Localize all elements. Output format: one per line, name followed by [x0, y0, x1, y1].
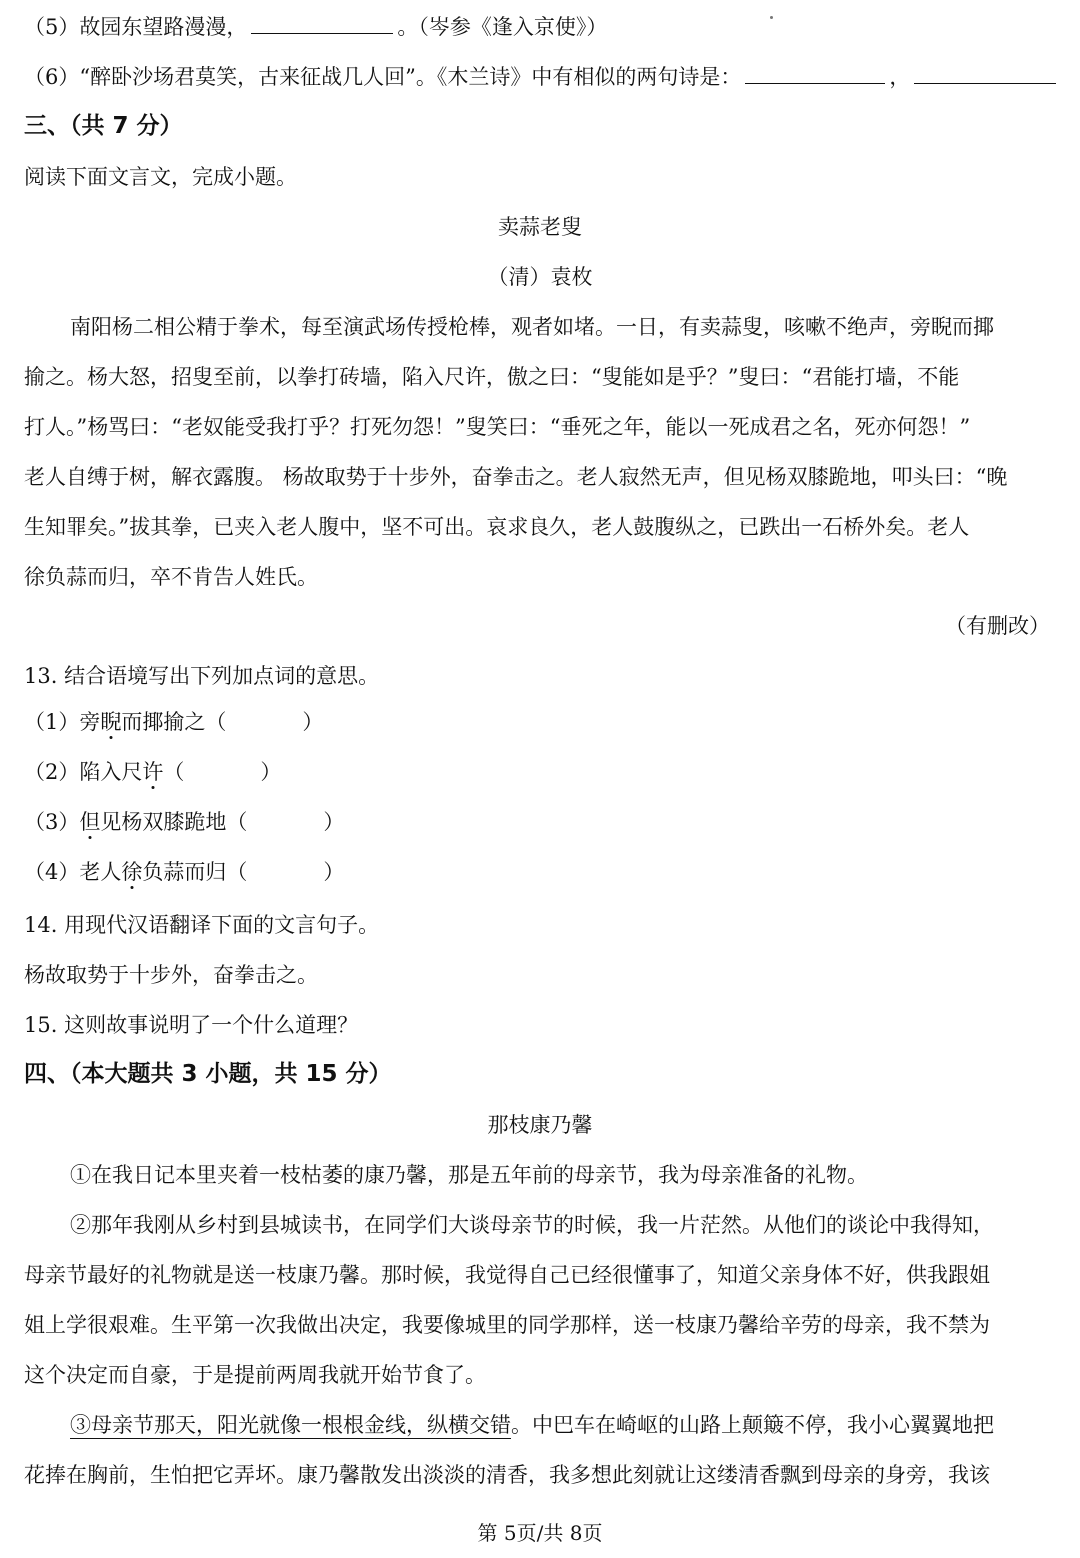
- paragraph-1: ①在我日记本里夹着一枝枯萎的康乃馨，那是五年前的母亲节，我为母亲准备的礼物。: [70, 1163, 868, 1187]
- paragraph-3-line: ③母亲节那天，阳光就像一根根金线，纵横交错。中巴车在崎岖的山路上颠簸不停，我小心翼翼地把: [70, 1413, 994, 1437]
- paragraph-2-line: 这个决定而自豪，于是提前两周我就开始节食了。: [24, 1363, 486, 1387]
- passage-line: 打人。”杨骂曰：“老奴能受我打乎？打死勿怨！”叟笑曰：“垂死之年，能以一死成君之名，死亦何怨！”: [24, 415, 971, 439]
- paragraph-2-line: ②那年我刚从乡村到县城读书，在同学们大谈母亲节的时候，我一片茫然。从他们的谈论中我得知，: [70, 1213, 994, 1237]
- edit-note: （有删改）: [945, 614, 1050, 638]
- passage-line: 南阳杨二相公精于拳术，每至演武场传授枪棒，观者如堵。一日，有卖蒜叟，咳嗽不绝声，旁睨而揶: [70, 315, 994, 339]
- question-6: （6）“醉卧沙场君莫笑，古来征战几人回”。《木兰诗》中有相似的两句诗是： ，: [24, 62, 1060, 92]
- underlined-sentence: ③母亲节那天，阳光就像一根根金线，纵横交错: [70, 1413, 511, 1437]
- question-13-item-4: （4）老人徐负蒜而归（ ）: [24, 860, 345, 884]
- answer-blank[interactable]: [914, 63, 1056, 84]
- scan-dust-mark: [770, 16, 773, 19]
- section-4-heading: 四、（本大题共 3 小题，共 15 分）: [24, 1061, 392, 1087]
- question-15-stem: 15. 这则故事说明了一个什么道理？: [24, 1013, 359, 1037]
- question-13-item-2: （2）陷入尺许（ ）: [24, 760, 282, 784]
- section-3-heading: 三、（共 7 分）: [24, 113, 183, 139]
- essay-title: 那枝康乃馨: [487, 1113, 593, 1137]
- dotted-word: 但: [79, 810, 101, 834]
- question-13-item-3: （3）但见杨双膝跪地（ ）: [24, 810, 345, 834]
- passage-title: 卖蒜老叟: [498, 215, 582, 239]
- passage-line: 生知罪矣。”拔其拳，已夹入老人腹中，坚不可出。哀求良久，老人鼓腹纵之，已跌出一石桥外矣。老人: [24, 515, 970, 539]
- section-3-instruction: 阅读下面文言文，完成小题。: [24, 165, 297, 189]
- paragraph-2-line: 母亲节最好的礼物就是送一枝康乃馨。那时候，我觉得自己已经很懂事了，知道父亲身体不好，供我跟姐: [24, 1263, 990, 1287]
- question-13-item-1: （1）旁睨而揶揄之（ ）: [24, 710, 324, 734]
- question-5: （5）故园东望路漫漫， 。（岑参《逢入京使》）: [24, 15, 608, 39]
- answer-blank[interactable]: [251, 13, 393, 34]
- passage-line: 徐负蒜而归，卒不肯告人姓氏。: [24, 565, 318, 589]
- passage-line: 揄之。杨大怒，招叟至前，以拳打砖墙，陷入尺许，傲之曰：“叟能如是乎？”叟曰：“君能打墙，不能: [24, 365, 960, 389]
- page-footer: 第 5页/共 8页: [477, 1521, 603, 1545]
- dotted-word: 许: [142, 760, 164, 784]
- question-14-stem: 14. 用现代汉语翻译下面的文言句子。: [24, 913, 380, 937]
- question-13-stem: 13. 结合语境写出下列加点词的意思。: [24, 664, 380, 688]
- paragraph-2-line: 姐上学很艰难。生平第一次我做出决定，我要像城里的同学那样，送一枝康乃馨给辛劳的母亲，我不禁为: [24, 1313, 990, 1337]
- passage-line: 老人自缚于树，解衣露腹。 杨故取势于十步外，奋拳击之。老人寂然无声，但见杨双膝跪地，叩头曰：“晚: [24, 465, 1008, 489]
- answer-blank[interactable]: [745, 63, 885, 84]
- passage-author: （清）袁枚: [487, 265, 593, 289]
- dotted-word: 睨: [100, 710, 122, 734]
- question-14-sentence: 杨故取势于十步外，奋拳击之。: [24, 963, 318, 987]
- paragraph-3-line: 花捧在胸前，生怕把它弄坏。康乃馨散发出淡淡的清香，我多想此刻就让这缕清香飘到母亲的身旁，我该: [24, 1463, 990, 1487]
- dotted-word: 徐: [121, 860, 143, 884]
